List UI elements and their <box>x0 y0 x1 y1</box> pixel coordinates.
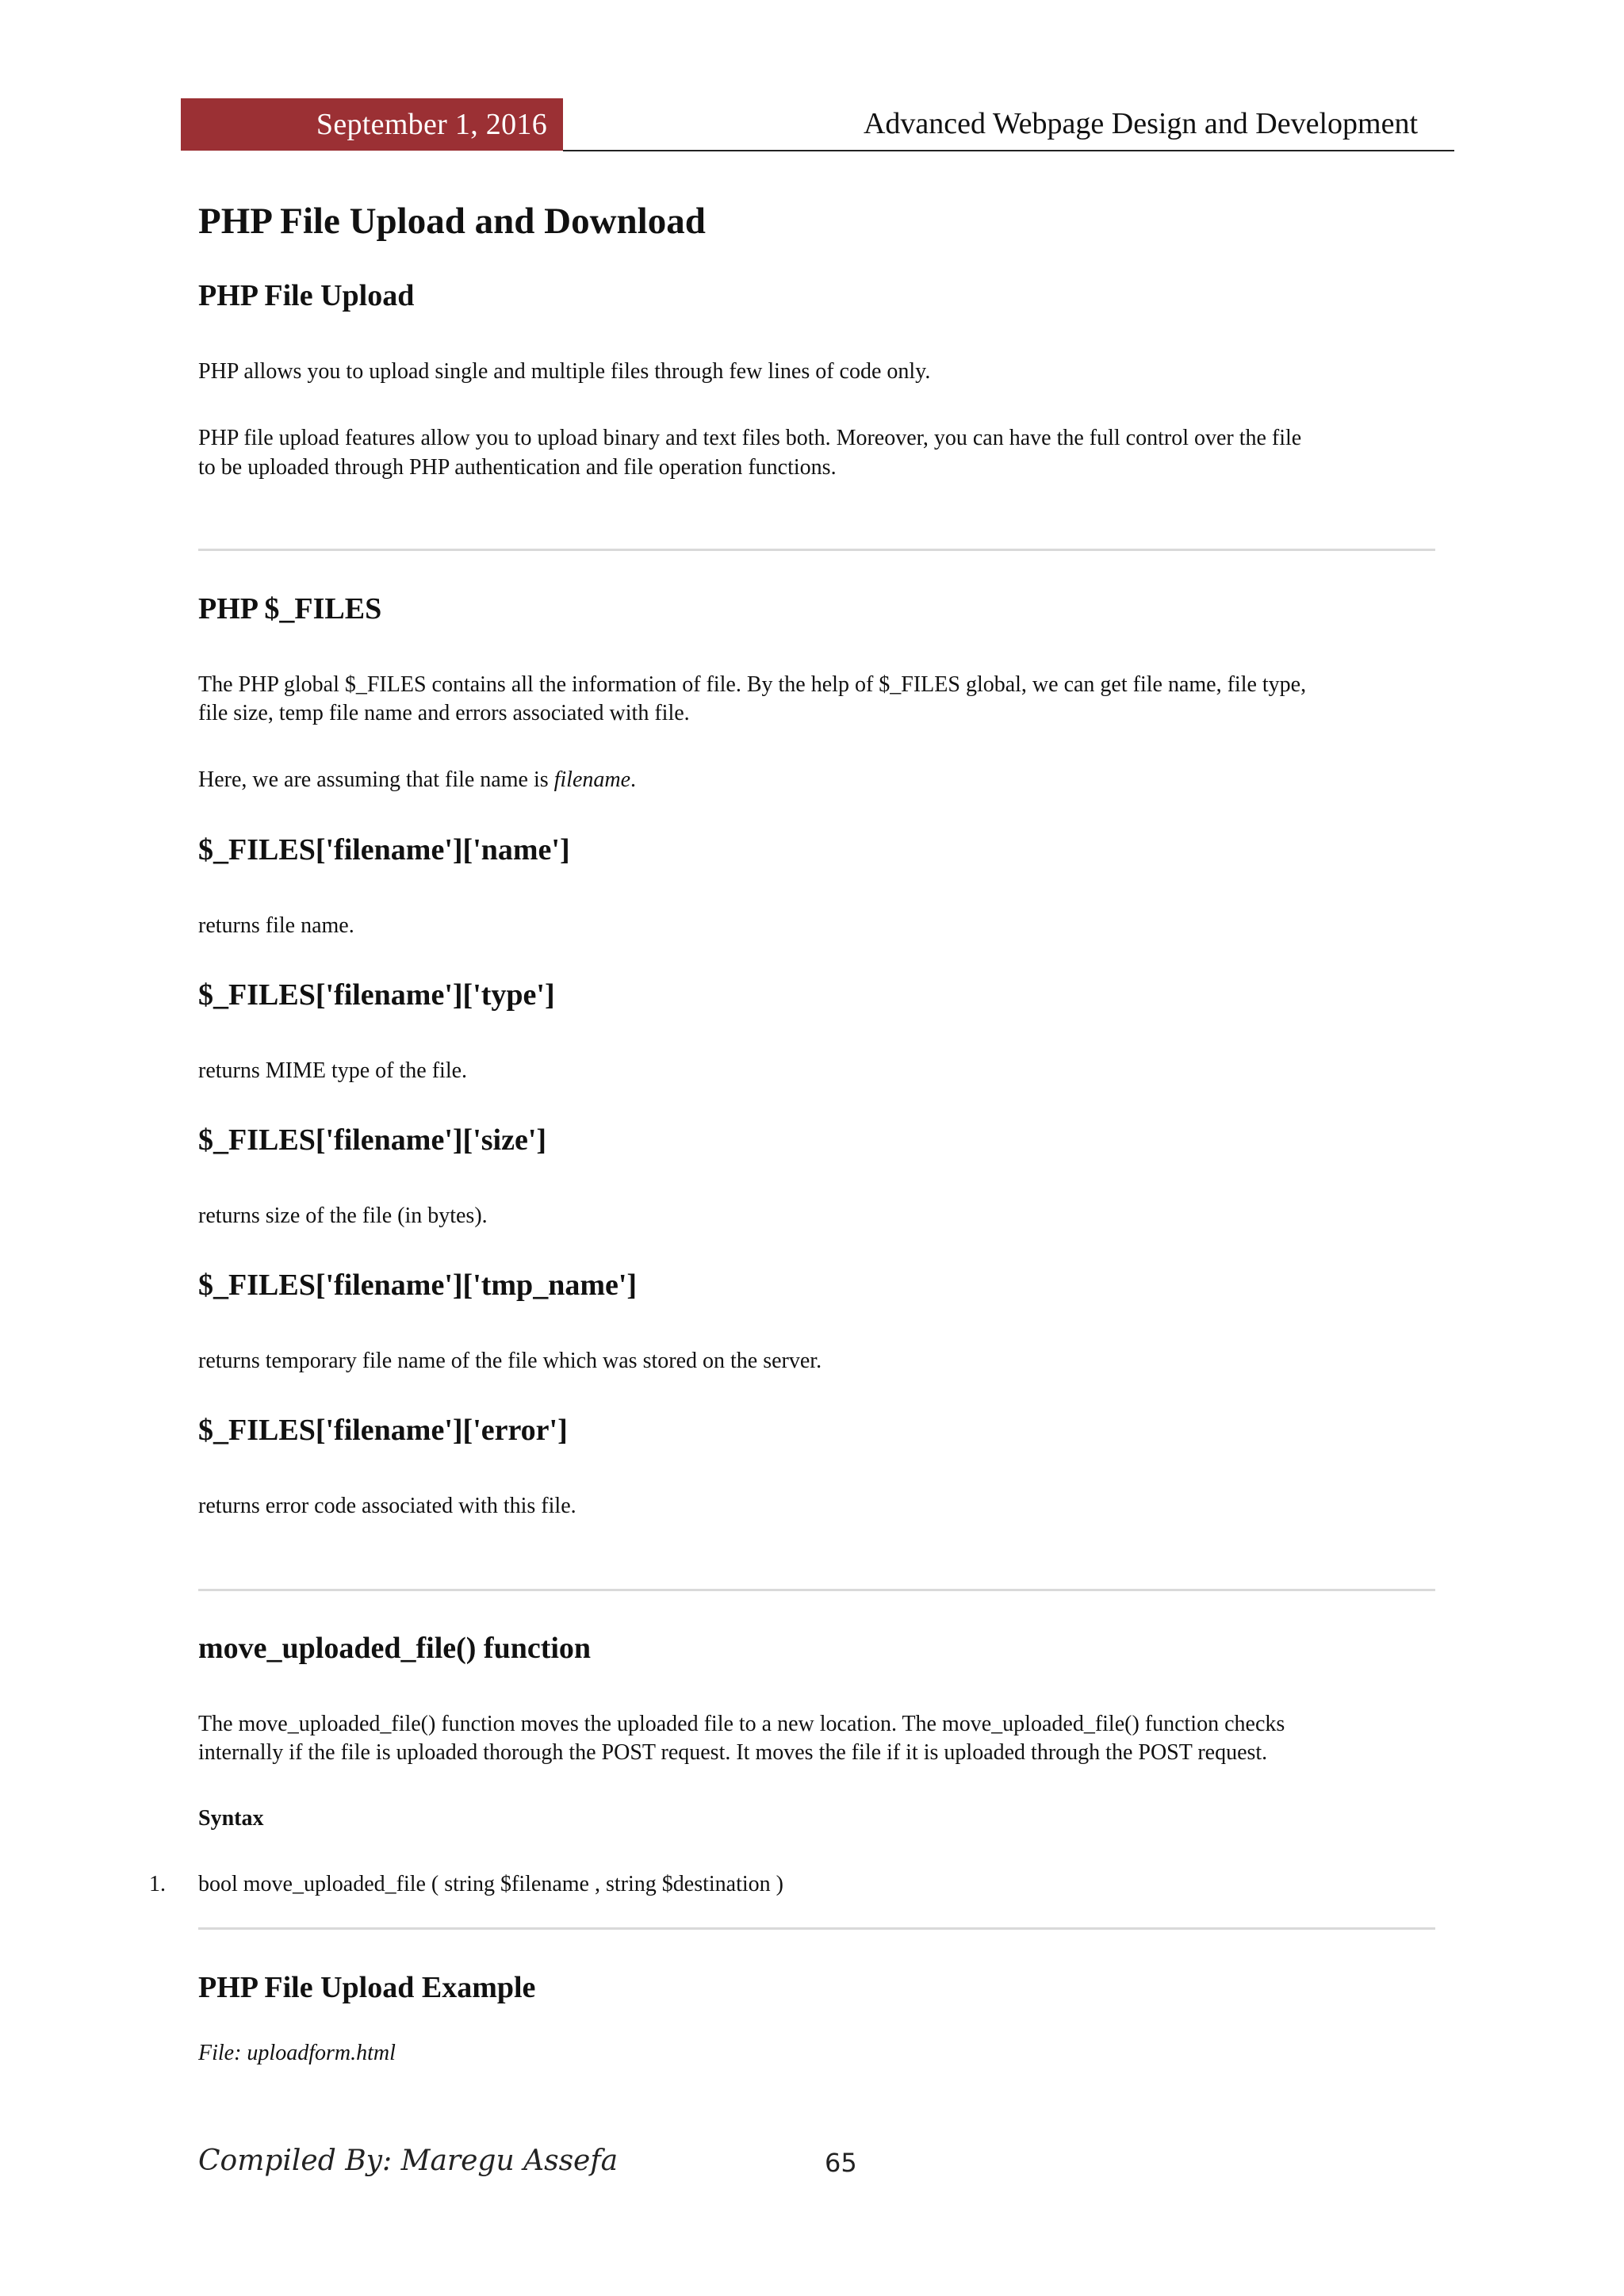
files-desc-size: returns size of the file (in bytes). <box>198 1203 488 1228</box>
code-syntax: bool move_uploaded_file ( string $filename , string $destination ) <box>198 1872 783 1896</box>
assumption-suffix: . <box>630 767 637 792</box>
section-divider <box>198 549 1435 551</box>
section-divider <box>198 1927 1435 1930</box>
files-desc-tmp-name: returns temporary file name of the file which was stored on the server. <box>198 1349 822 1373</box>
files-key-size: $_FILES['filename']['size'] <box>198 1123 547 1157</box>
assumption-prefix: Here, we are assuming that file name is <box>198 767 554 792</box>
assumption-filename: filename <box>553 767 631 792</box>
header-rule <box>563 150 1454 151</box>
move-paragraph-line-1: The move_uploaded_file() function moves the uploaded file to a new location. The move_uploaded_file() function checks <box>198 1712 1285 1736</box>
move-paragraph-line-2: internally if the file is uploaded thorough the POST request. It moves the file if it is uploaded through the POST request. <box>198 1740 1268 1765</box>
section-divider <box>198 1589 1435 1591</box>
section-heading-files: PHP $_FILES <box>198 592 382 626</box>
page-title: PHP File Upload and Download <box>198 201 706 242</box>
files-desc-error: returns error code associated with this file. <box>198 1494 576 1518</box>
assumption-paragraph <box>198 766 1435 794</box>
files-key-tmp-name: $_FILES['filename']['tmp_name'] <box>198 1269 638 1302</box>
files-key-name: $_FILES['filename']['name'] <box>198 833 570 867</box>
section-heading-upload-example: PHP File Upload Example <box>198 1971 536 2004</box>
files-key-error: $_FILES['filename']['error'] <box>198 1414 568 1447</box>
section-heading-move-uploaded-file: move_uploaded_file() function <box>198 1632 592 1665</box>
code-line <box>149 1870 783 1899</box>
upload-paragraph-2-line-1: PHP file upload features allow you to upload binary and text files both. Moreover, you can have the full control over the file <box>198 426 1302 450</box>
upload-paragraph-1: PHP allows you to upload single and multiple files through few lines of code only. <box>198 359 931 384</box>
upload-paragraph-2-line-2: to be uploaded through PHP authentication and file operation functions. <box>198 455 837 480</box>
header-title: Advanced Webpage Design and Development <box>863 107 1418 140</box>
footer-page-number: 65 <box>825 2148 857 2178</box>
section-heading-file-upload: PHP File Upload <box>198 279 415 312</box>
files-paragraph-line-1: The PHP global $_FILES contains all the information of file. By the help of $_FILES global, we can get file name, file type, <box>198 672 1307 697</box>
files-desc-name: returns file name. <box>198 913 354 938</box>
footer-compiled-by: Compiled By: Maregu Assefa <box>198 2145 619 2177</box>
syntax-label: Syntax <box>198 1806 264 1831</box>
files-desc-type: returns MIME type of the file. <box>198 1058 468 1083</box>
files-paragraph-line-2: file size, temp file name and errors associated with file. <box>198 701 690 725</box>
example-file-label: File: uploadform.html <box>198 2041 396 2065</box>
files-key-type: $_FILES['filename']['type'] <box>198 978 555 1012</box>
header-date: September 1, 2016 <box>181 98 563 151</box>
code-line-number: 1. <box>149 1872 166 1896</box>
